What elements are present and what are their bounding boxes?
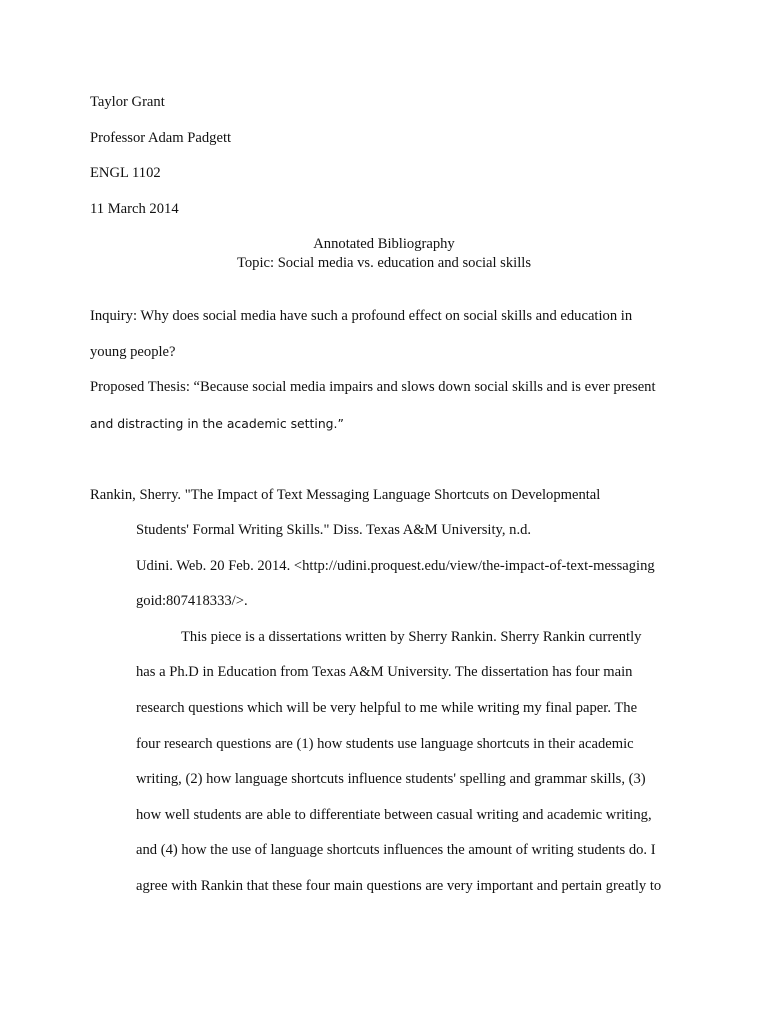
document-topic: Topic: Social media vs. education and social skills xyxy=(236,255,532,271)
thesis-text: : “Because social media impairs and slows down social skills and is ever present xyxy=(185,379,656,395)
citation-line-3: Udini. Web. 20 Feb. 2014. <http://udini.proquest.edu/view/the-impact-of-text-messaging xyxy=(136,558,655,574)
thesis-line-2: and distracting in the academic setting.” xyxy=(90,416,344,431)
annotation-line: has a Ph.D in Education from Texas A&M University. The dissertation has four main xyxy=(136,664,633,680)
document-title: Annotated Bibliography xyxy=(313,236,455,252)
professor-name: Professor Adam Padgett xyxy=(90,130,232,146)
annotation-line: writing, (2) how language shortcuts influence students' spelling and grammar skills, (3) xyxy=(136,771,646,787)
inquiry-line-1: Inquiry: Why does social media have such a profound effect on social skills and education in xyxy=(90,308,633,324)
author-name: Taylor Grant xyxy=(90,94,165,110)
annotation-line: four research questions are (1) how students use language shortcuts in their academic xyxy=(136,736,634,752)
annotation-line: agree with Rankin that these four main questions are very important and pertain greatly to xyxy=(136,878,662,894)
annotation-line: research questions which will be very helpful to me while writing my final paper. The xyxy=(136,700,638,716)
annotation-line: how well students are able to differentiate between casual writing and academic writing, xyxy=(136,807,652,823)
annotation-line: This piece is a dissertations written by Sherry Rankin. Sherry Rankin currently xyxy=(181,629,642,645)
annotation-line: and (4) how the use of language shortcuts influences the amount of writing students do. I xyxy=(136,842,656,858)
thesis-line-1 xyxy=(90,377,656,397)
citation-line-2: Students' Formal Writing Skills." Diss. Texas A&M University, n.d. xyxy=(136,522,532,538)
thesis-label: Proposed Thesis xyxy=(90,379,186,395)
citation-line-4: goid:807418333/>. xyxy=(136,593,248,609)
inquiry-line-2: young people? xyxy=(90,344,176,360)
citation-line-1: Rankin, Sherry. "The Impact of Text Messaging Language Shortcuts on Developmental xyxy=(90,487,601,503)
document-date: 11 March 2014 xyxy=(90,201,179,217)
course-code: ENGL 1102 xyxy=(90,165,161,181)
